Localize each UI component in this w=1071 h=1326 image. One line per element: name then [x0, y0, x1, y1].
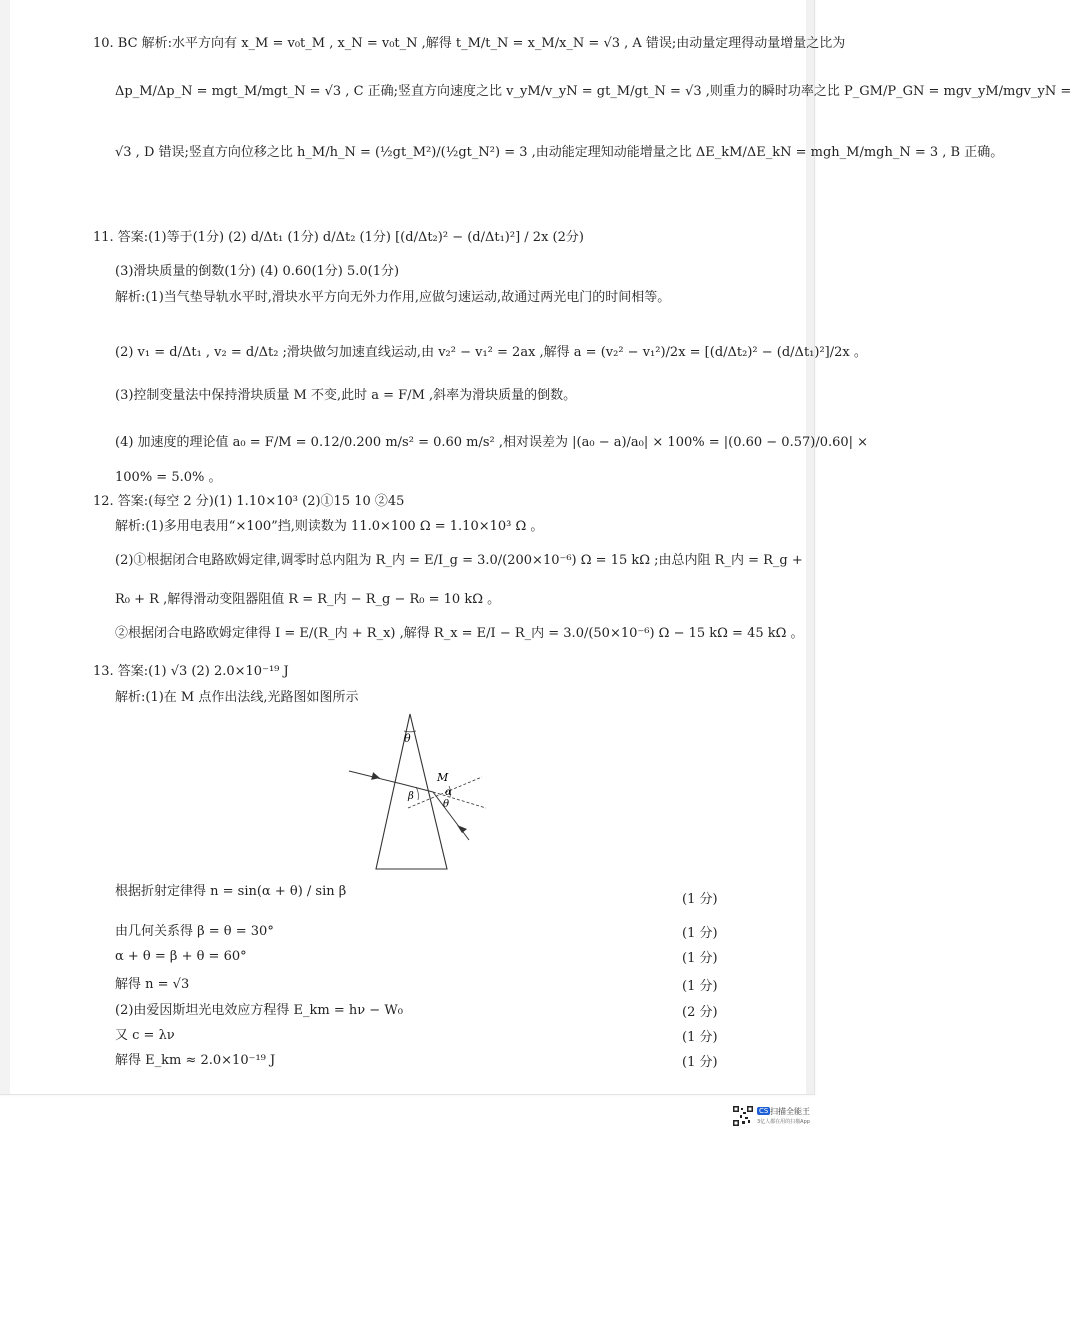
q12-analysis-3: R₀ + R ,解得滑动变阻器阻值 R = R_内 − R_g − R₀ = 10 kΩ 。: [115, 592, 501, 607]
camscanner-tagline: 3亿人都在用的扫描App: [757, 1119, 810, 1125]
q11-analysis-4: (4) 加速度的理论值 a₀ = F/M = 0.12/0.200 m/s² = 0.60 m/s² ,相对误差为 |(a₀ − a)/a₀| × 100% = |(0.60 − 0.57)/0.60| ×: [115, 435, 869, 450]
q13-step-1: 根据折射定律得 n = sin(α + θ) / sin β: [115, 884, 347, 899]
q11-analysis-2: (2) v₁ = d/Δt₁ , v₂ = d/Δt₂ ;滑块做匀加速直线运动,由 v₂² − v₁² = 2ax ,解得 a = (v₂² − v₁²)/2x = [(d/Δt₂)² − (d/Δt₁)²]/2x 。: [115, 345, 867, 360]
q13-step-2: 由几何关系得 β = θ = 30°: [115, 924, 274, 939]
q11-answer-line-2: (3)滑块质量的倒数(1分) (4) 0.60(1分) 5.0(1分): [115, 264, 400, 279]
q13-step-4-points: (1 分): [682, 979, 718, 994]
theta-exit-label: θ: [443, 799, 450, 810]
q12-analysis-4: ②根据闭合电路欧姆定律得 I = E/(R_内 + R_x) ,解得 R_x = E/I − R_内 = 3.0/(50×10⁻⁶) Ω − 15 kΩ = 45 kΩ 。: [115, 626, 804, 641]
exit-arrow: [457, 825, 467, 833]
q12-analysis-2: (2)①根据闭合电路欧姆定律,调零时总内阻为 R_内 = E/I_g = 3.0/(200×10⁻⁶) Ω = 15 kΩ ;由总内阻 R_内 = R_g +: [115, 553, 803, 568]
q12-answer: 12. 答案:(每空 2 分)(1) 1.10×10³ (2)①15 10 ②45: [93, 494, 405, 509]
q13-step-1-points: (1 分): [682, 892, 718, 907]
q13-step-5: (2)由爱因斯坦光电效应方程得 E_km = hν − W₀: [115, 1003, 403, 1018]
alpha-label: α: [445, 787, 452, 798]
q13-step-3-points: (1 分): [682, 951, 718, 966]
m-point-label: M: [437, 771, 449, 784]
theta-apex-label: θ: [404, 732, 411, 745]
beta-arc: [416, 787, 418, 800]
q13-step-3: α + θ = β + θ = 60°: [115, 949, 247, 964]
camscanner-app-name: 扫描全能王: [770, 1107, 810, 1116]
right-margin: [806, 0, 814, 1094]
q10-line-3: √3 , D 错误;竖直方向位移之比 h_M/h_N = (½gt_M²)/(½gt_N²) = 3 ,由动能定理知动能增量之比 ΔE_kM/ΔE_kN = mgh_M/mgh_N = 3 , B 正确。: [115, 145, 1004, 160]
beta-label: β: [408, 791, 414, 802]
q13-step-6-points: (1 分): [682, 1030, 718, 1045]
q13-step-7: 解得 E_km ≈ 2.0×10⁻¹⁹ J: [115, 1053, 276, 1068]
q13-step-6: 又 c = λν: [115, 1028, 175, 1043]
q13-step-7-points: (1 分): [682, 1055, 718, 1070]
q13-step-2-points: (1 分): [682, 926, 718, 941]
camscanner-logo-icon: CS: [759, 1107, 769, 1115]
q11-analysis-3: (3)控制变量法中保持滑块质量 M 不变,此时 a = F/M ,斜率为滑块质量的倒数。: [115, 388, 577, 403]
q11-analysis-5: 100% = 5.0% 。: [115, 470, 222, 485]
q13-step-5-points: (2 分): [682, 1005, 718, 1020]
incident-arrow: [371, 772, 381, 782]
prism-light-path-diagram: [340, 710, 500, 875]
q11-answer-line-1: 11. 答案:(1)等于(1分) (2) d/Δt₁ (1分) d/Δt₂ (1分) [(d/Δt₂)² − (d/Δt₁)²] / 2x (2分): [93, 230, 584, 245]
q13-analysis-intro: 解析:(1)在 M 点作出法线,光路图如图所示: [115, 690, 359, 705]
q10-line-1: 10. BC 解析:水平方向有 x_M = v₀t_M , x_N = v₀t_N ,解得 t_M/t_N = x_M/x_N = √3 , A 错误;由动量定理得动量增量之比为: [93, 36, 846, 51]
qr-code-icon: [733, 1106, 753, 1126]
q11-analysis-1: 解析:(1)当气垫导轨水平时,滑块水平方向无外力作用,应做匀速运动,故通过两光电门的时间相等。: [115, 290, 671, 305]
left-margin: [0, 0, 10, 1094]
q10-line-2: Δp_M/Δp_N = mgt_M/mgt_N = √3 , C 正确;竖直方向速度之比 v_yM/v_yN = gt_M/gt_N = √3 ,则重力的瞬时功率之比 P_GM/P_GN = mgv_yM/mgv_yN =: [115, 84, 1071, 99]
q13-answer: 13. 答案:(1) √3 (2) 2.0×10⁻¹⁹ J: [93, 664, 289, 679]
q12-analysis-1: 解析:(1)多用电表用“×100”挡,则读数为 11.0×100 Ω = 1.10×10³ Ω 。: [115, 519, 544, 534]
q13-step-4: 解得 n = √3: [115, 977, 190, 992]
